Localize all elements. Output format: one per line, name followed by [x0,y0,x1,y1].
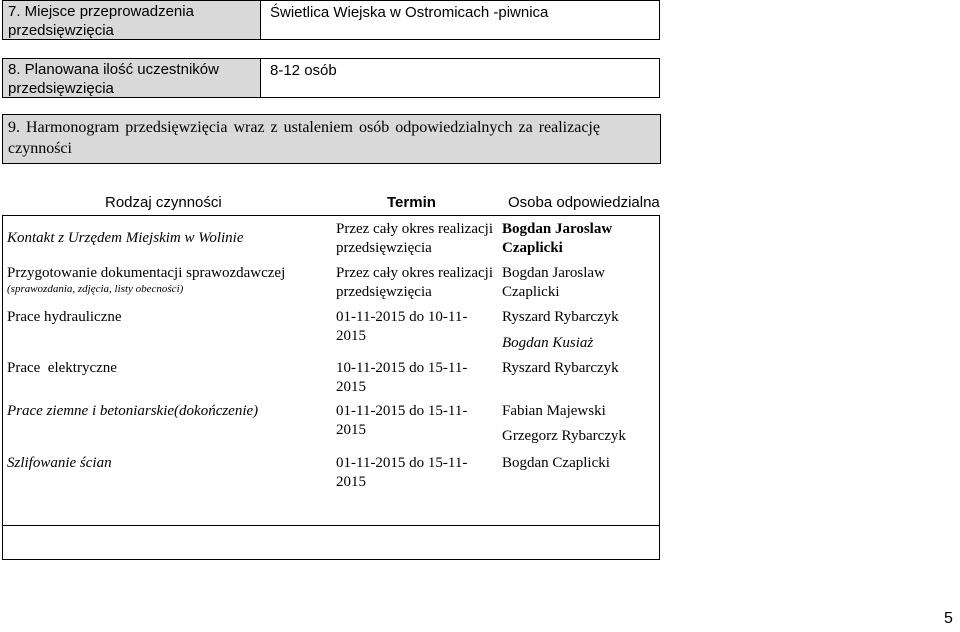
table-row-6-term: 01-11-2015 do 15-11-2015 [336,455,468,490]
table-row-3-person: Ryszard Rybarczyk [502,309,619,325]
table-row-2-term: Przez cały okres realizacji przedsięwzięcia [336,265,493,300]
table-row-1-term: Przez cały okres realizacji przedsięwzięcia [336,221,493,256]
table-row-5-person: Fabian Majewski [502,403,606,419]
header-term: Termin [387,194,436,211]
table-row-3-activity: Prace hydrauliczne [7,309,122,325]
table-row-2-activity-note: (sprawozdania, zdjęcia, listy obecności) [7,283,184,295]
section9-title: 9. Harmonogram przedsięwzięcia wraz z ustaleniem osób odpowiedzialnych za realizację czynności [8,119,600,157]
page-number: 5 [944,610,953,627]
table-row-4-activity: Prace elektryczne [7,360,117,376]
table-row-1-activity: Kontakt z Urzędem Miejskim w Wolinie [7,230,244,246]
header-activity: Rodzaj czynności [105,194,222,211]
row8-value: 8-12 osób [270,62,337,79]
table-row-3-person-2: Bogdan Kusiaż [502,335,594,351]
table-row-3-term: 01-11-2015 do 10-11-2015 [336,309,468,344]
table-row-2-activity: Przygotowanie dokumentacji sprawozdawczej [7,265,286,281]
table-row-2-person: Bogdan Jaroslaw Czaplicki [502,265,605,300]
table-row-4-person: Ryszard Rybarczyk [502,360,619,376]
header-person: Osoba odpowiedzialna [508,194,660,211]
table-row-5-term: 01-11-2015 do 15-11-2015 [336,403,468,438]
row7-label: 7. Miejsce przeprowadzenia przedsięwzięcia [8,3,194,39]
table-row-6-activity: Szlifowanie ścian [7,455,112,471]
row7-value: Świetlica Wiejska w Ostromicach -piwnica [270,4,549,21]
row8-label: 8. Planowana ilość uczestników przedsięwzięcia [8,61,219,97]
table-row-6-person: Bogdan Czaplicki [502,455,610,471]
table-row-1-person: Bogdan Jaroslaw Czaplicki [502,221,613,256]
table-row-5-activity: Prace ziemne i betoniarskie(dokończenie) [7,403,259,419]
table-row-5-person-2: Grzegorz Rybarczyk [502,428,626,444]
table-row-4-term: 10-11-2015 do 15-11-2015 [336,360,468,395]
